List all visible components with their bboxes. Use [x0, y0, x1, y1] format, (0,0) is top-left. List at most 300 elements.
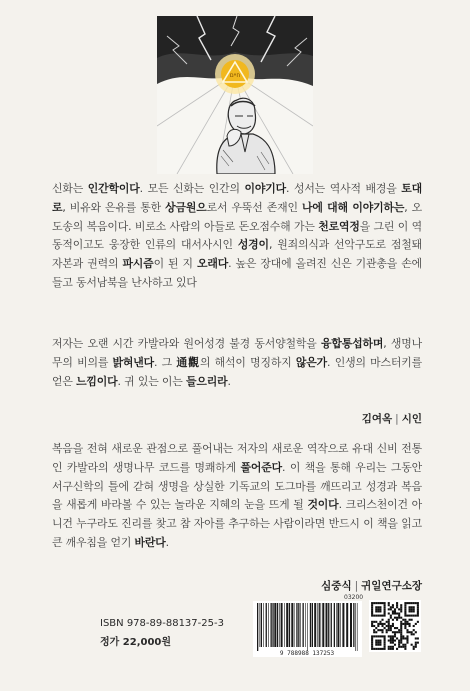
qr-cell — [377, 640, 379, 642]
qr-cell — [415, 642, 417, 644]
qr-cell — [400, 631, 402, 633]
qr-cell — [384, 604, 386, 606]
qr-cell — [415, 637, 417, 639]
emphasized-text: 들으리라 — [185, 374, 228, 388]
qr-cell — [398, 612, 400, 614]
qr-cell — [371, 625, 373, 627]
barcode-bar — [355, 603, 356, 651]
qr-cell — [390, 615, 392, 617]
barcode-bar — [307, 603, 308, 651]
qr-cell — [392, 625, 394, 627]
barcode-bar — [350, 603, 352, 647]
endorser-role: 시인 — [401, 413, 422, 425]
qr-cell — [384, 606, 386, 608]
emphasized-text: 나에 대해 이야기하는 — [301, 200, 405, 214]
qr-cell — [392, 648, 394, 650]
barcode-bar — [317, 603, 318, 647]
qr-cell — [396, 627, 398, 629]
qr-cell — [398, 640, 400, 642]
qr-cell — [373, 615, 375, 617]
qr-cell — [384, 610, 386, 612]
qr-cell — [379, 635, 381, 637]
barcode-bar — [263, 603, 264, 647]
qr-cell — [375, 621, 377, 623]
qr-code — [369, 600, 421, 652]
body-text: . 그 — [154, 355, 177, 369]
qr-cell — [394, 631, 396, 633]
qr-cell — [381, 615, 383, 617]
body-text: , 오도송의 복음이다. 비로소 사람의 아들로 돈오점수해 가는 — [52, 200, 422, 233]
qr-cell — [398, 629, 400, 631]
barcode-bar — [279, 603, 280, 647]
barcode-bar — [291, 603, 293, 647]
qr-cell — [371, 602, 373, 604]
emphasized-text: 通觀 — [176, 355, 200, 369]
barcode-bar — [284, 603, 285, 647]
qr-cell — [400, 625, 402, 627]
qr-cell — [373, 629, 375, 631]
qr-cell — [404, 619, 406, 621]
qr-cell — [394, 640, 396, 642]
qr-cell — [388, 619, 390, 621]
qr-cell — [404, 644, 406, 646]
qr-cell — [400, 635, 402, 637]
qr-cell — [392, 637, 394, 639]
emphasized-text: 이야기다 — [244, 182, 286, 195]
qr-cell — [390, 608, 392, 610]
qr-cell — [388, 604, 390, 606]
qr-cell — [384, 646, 386, 648]
qr-cell — [402, 644, 404, 646]
qr-cell — [390, 648, 392, 650]
qr-cell — [400, 604, 402, 606]
barcode-bar — [296, 603, 297, 647]
barcode-bar — [286, 603, 288, 647]
blurb-paragraph-2 — [52, 335, 422, 391]
separator: | — [395, 413, 399, 425]
emphasized-text: 것이다 — [307, 498, 339, 512]
barcode-bar — [353, 603, 354, 647]
endorser-role: 귀일연구소장 — [361, 580, 422, 592]
body-text: . 성서는 역사적 배경을 — [285, 182, 402, 195]
qr-cell — [411, 608, 413, 610]
qr-cell — [411, 610, 413, 612]
qr-cell — [388, 625, 390, 627]
qr-cell — [377, 606, 379, 608]
qr-cell — [373, 602, 375, 604]
emphasized-text: 성경이 — [237, 238, 269, 252]
body-text: . 높은 장대에 올려진 신은 기관총을 손에 들고 동서남북을 난사하고 있다 — [52, 257, 422, 289]
qr-cell — [384, 623, 386, 625]
qr-cell — [415, 602, 417, 604]
qr-cell — [392, 646, 394, 648]
qr-cell — [411, 615, 413, 617]
qr-cell — [371, 604, 373, 606]
qr-cell — [413, 610, 415, 612]
qr-cell — [396, 604, 398, 606]
qr-cell — [371, 648, 373, 650]
qr-cell — [390, 629, 392, 631]
qr-cell — [371, 644, 373, 646]
barcode-bar — [357, 603, 358, 651]
qr-cell — [404, 625, 406, 627]
qr-cell — [381, 635, 383, 637]
qr-cell — [377, 608, 379, 610]
emphasized-text: 상금원으 — [165, 200, 207, 214]
qr-cell — [381, 602, 383, 604]
qr-cell — [375, 615, 377, 617]
qr-cell — [413, 646, 415, 648]
qr-cell — [394, 610, 396, 612]
qr-cell — [415, 644, 417, 646]
barcode-bar — [266, 603, 267, 647]
qr-cell — [415, 615, 417, 617]
barcode-bar — [281, 603, 283, 647]
qr-cell — [400, 621, 402, 623]
qr-cell — [400, 633, 402, 635]
qr-cell — [384, 635, 386, 637]
qr-cell — [379, 642, 381, 644]
qr-cell — [417, 637, 419, 639]
emphasized-text: 풀어준다 — [240, 460, 283, 474]
qr-cell — [375, 644, 377, 646]
qr-cell — [392, 610, 394, 612]
qr-cell — [406, 623, 408, 625]
qr-cell — [377, 625, 379, 627]
body-text: , 원죄의식과 선악구도로 점철돼 자본과 권력의 — [52, 238, 422, 271]
qr-cell — [384, 612, 386, 614]
endorser-name: 김여옥 — [361, 413, 393, 425]
qr-cell — [379, 615, 381, 617]
qr-cell — [411, 602, 413, 604]
blurb-paragraph-3 — [52, 440, 422, 553]
qr-cell — [400, 646, 402, 648]
qr-cell — [375, 631, 377, 633]
qr-cell — [392, 642, 394, 644]
qr-cell — [377, 610, 379, 612]
qr-cell — [404, 615, 406, 617]
qr-cell — [404, 602, 406, 604]
qr-cell — [411, 631, 413, 633]
qr-cell — [402, 637, 404, 639]
qr-cell — [396, 617, 398, 619]
barcode-bar — [331, 603, 332, 647]
qr-cell — [404, 612, 406, 614]
qr-cell — [417, 615, 419, 617]
qr-cell — [379, 644, 381, 646]
qr-cell — [402, 623, 404, 625]
emphasized-text: 토대로 — [52, 182, 422, 214]
qr-cell — [377, 648, 379, 650]
qr-cell — [415, 646, 417, 648]
man-with-lightning-illustration — [157, 16, 313, 174]
qr-cell — [415, 631, 417, 633]
barcode-addon-number: 03200 — [344, 594, 364, 601]
qr-cell — [379, 610, 381, 612]
body-text: . 이 책을 통해 우리는 그동안 서구신학의 틀에 갇혀 생명을 상실한 기독교의 도그마를 깨뜨리고 성경과 복음을 새롭게 바라볼 수 있는 놀라운 지혜의 눈을 뜨게 될 — [52, 460, 422, 512]
qr-cell — [392, 619, 394, 621]
endorser-2-signature — [321, 578, 422, 593]
qr-cell — [409, 615, 411, 617]
qr-cell — [409, 631, 411, 633]
qr-cell — [392, 631, 394, 633]
qr-cell — [375, 602, 377, 604]
qr-cell — [411, 633, 413, 635]
barcode-bar — [319, 603, 320, 647]
barcode-bar — [260, 603, 261, 647]
qr-cell — [379, 640, 381, 642]
qr-cell — [384, 602, 386, 604]
qr-cell — [390, 617, 392, 619]
emphasized-text: 인간학이다 — [87, 182, 140, 195]
barcode-digits: 9 788988 137253 — [279, 650, 335, 657]
qr-cell — [404, 608, 406, 610]
barcode-bar — [272, 603, 273, 647]
qr-cell — [411, 644, 413, 646]
qr-cell — [398, 646, 400, 648]
barcode-bar — [314, 603, 316, 647]
qr-cell — [400, 610, 402, 612]
qr-cell — [384, 642, 386, 644]
qr-cell — [388, 646, 390, 648]
barcode-bar — [340, 603, 341, 647]
qr-cell — [388, 608, 390, 610]
qr-cell — [396, 637, 398, 639]
emphasized-text: 오래다 — [197, 257, 229, 271]
barcode-bar — [326, 603, 328, 647]
qr-cell — [371, 610, 373, 612]
qr-cell — [398, 631, 400, 633]
qr-cell — [411, 619, 413, 621]
qr-cell — [377, 635, 379, 637]
qr-cell — [388, 627, 390, 629]
qr-cell — [392, 612, 394, 614]
barcode-bar — [277, 603, 278, 647]
qr-cell — [384, 640, 386, 642]
qr-cell — [406, 631, 408, 633]
qr-cell — [373, 648, 375, 650]
qr-cell — [371, 621, 373, 623]
qr-cell — [409, 608, 411, 610]
qr-cell — [396, 648, 398, 650]
separator: | — [354, 580, 359, 592]
qr-cell — [386, 621, 388, 623]
barcode-bar — [289, 603, 290, 647]
barcode-bar — [342, 603, 344, 647]
qr-cell — [413, 602, 415, 604]
qr-cell — [373, 621, 375, 623]
qr-cell — [404, 621, 406, 623]
qr-cell — [409, 610, 411, 612]
qr-cell — [396, 602, 398, 604]
qr-cell — [390, 625, 392, 627]
qr-cell — [413, 606, 415, 608]
barcode-bar — [294, 603, 295, 647]
qr-cell — [406, 629, 408, 631]
qr-cell — [390, 642, 392, 644]
qr-cell — [417, 608, 419, 610]
qr-cell — [406, 615, 408, 617]
qr-cell — [415, 623, 417, 625]
qr-cell — [392, 623, 394, 625]
qr-cell — [375, 648, 377, 650]
barcode-bar — [321, 603, 322, 647]
barcode-bar — [274, 603, 276, 647]
qr-cell — [371, 608, 373, 610]
qr-cell — [388, 629, 390, 631]
qr-cell — [392, 604, 394, 606]
qr-cell — [400, 640, 402, 642]
qr-cell — [396, 619, 398, 621]
qr-cell — [371, 606, 373, 608]
qr-cell — [384, 637, 386, 639]
qr-cell — [388, 621, 390, 623]
qr-cell — [398, 617, 400, 619]
qr-cell — [404, 606, 406, 608]
qr-cell — [400, 606, 402, 608]
qr-cell — [377, 629, 379, 631]
qr-cell — [375, 627, 377, 629]
qr-cell — [379, 602, 381, 604]
qr-cell — [371, 640, 373, 642]
qr-cell — [371, 642, 373, 644]
body-text: 신화는 — [52, 182, 88, 195]
qr-cell — [398, 642, 400, 644]
qr-cell — [413, 629, 415, 631]
barcode-bar — [328, 603, 329, 647]
body-text: 의 해석이 명징하지 — [199, 355, 296, 369]
qr-cell — [371, 646, 373, 648]
qr-cell — [390, 640, 392, 642]
qr-cell — [404, 646, 406, 648]
qr-cell — [390, 637, 392, 639]
qr-cell — [381, 619, 383, 621]
qr-cell — [377, 623, 379, 625]
qr-cell — [373, 631, 375, 633]
qr-cell — [409, 619, 411, 621]
barcode-bar — [303, 603, 304, 647]
qr-cell — [413, 648, 415, 650]
qr-cell — [388, 602, 390, 604]
qr-cell — [381, 648, 383, 650]
qr-cell — [392, 606, 394, 608]
qr-cell — [417, 610, 419, 612]
body-text: . 모든 신화는 인간의 — [139, 182, 245, 195]
qr-cell — [379, 608, 381, 610]
qr-cell — [373, 635, 375, 637]
qr-cell — [379, 629, 381, 631]
qr-cell — [417, 604, 419, 606]
qr-cell — [409, 602, 411, 604]
qr-cell — [394, 627, 396, 629]
endorser-1-signature — [362, 411, 422, 426]
qr-cell — [402, 646, 404, 648]
barcode-bar — [298, 603, 299, 647]
qr-cell — [377, 644, 379, 646]
qr-cell — [375, 635, 377, 637]
qr-cell — [384, 648, 386, 650]
emblem-text: חיים — [229, 72, 241, 79]
qr-cell — [417, 621, 419, 623]
body-text: 이 된 지 — [153, 257, 197, 271]
qr-cell — [400, 637, 402, 639]
cover-illustration — [157, 16, 313, 174]
qr-cell — [384, 627, 386, 629]
endorser-name: 심중식 — [321, 580, 352, 592]
barcode — [253, 601, 362, 657]
barcode-bar — [310, 603, 311, 647]
body-text: 저자는 오랜 시간 카발라와 원어성경 불경 동서양철학을 — [52, 337, 321, 350]
qr-cell — [400, 617, 402, 619]
qr-cell — [404, 604, 406, 606]
qr-cell — [394, 612, 396, 614]
barcode-bar — [337, 603, 339, 647]
qr-cell — [375, 610, 377, 612]
qr-cell — [381, 631, 383, 633]
qr-cell — [404, 637, 406, 639]
qr-cell — [371, 635, 373, 637]
qr-cell — [406, 635, 408, 637]
qr-cell — [404, 610, 406, 612]
barcode-bar — [336, 603, 337, 647]
qr-cell — [386, 625, 388, 627]
body-text: 복음을 전혀 새로운 관점으로 풀어내는 저자의 새로운 역작으로 유대 신비 전통인 카발라의 생명나무 코드를 명쾌하게 — [52, 442, 422, 474]
qr-cell — [404, 627, 406, 629]
qr-cell — [404, 648, 406, 650]
qr-cell — [379, 648, 381, 650]
qr-cell — [371, 615, 373, 617]
qr-cell — [400, 627, 402, 629]
emphasized-text: 파시즘 — [122, 257, 154, 271]
qr-cell — [379, 606, 381, 608]
qr-cell — [400, 608, 402, 610]
emphasized-text: 않은가 — [295, 355, 328, 369]
qr-cell — [396, 631, 398, 633]
qr-cell — [400, 642, 402, 644]
barcode-bar — [261, 603, 262, 647]
qr-cell — [413, 633, 415, 635]
qr-cell — [392, 635, 394, 637]
price-label: 정가 22,000원 — [100, 637, 172, 648]
qr-cell — [379, 623, 381, 625]
qr-cell — [375, 608, 377, 610]
qr-cell — [394, 617, 396, 619]
barcode-bar — [268, 603, 269, 647]
qr-cell — [402, 619, 404, 621]
qr-cell — [396, 606, 398, 608]
qr-cell — [417, 602, 419, 604]
qr-cell — [394, 635, 396, 637]
qr-cell — [371, 637, 373, 639]
qr-cell — [406, 640, 408, 642]
qr-cell — [388, 612, 390, 614]
qr-cell — [373, 625, 375, 627]
body-text: , 생명나무의 비의를 — [52, 337, 422, 369]
qr-cell — [402, 635, 404, 637]
qr-cell — [406, 637, 408, 639]
barcode-bar — [300, 603, 301, 647]
emphasized-text: 융합통섭하며 — [320, 337, 384, 350]
qr-cell — [386, 629, 388, 631]
emphasized-text: 느낌이다 — [76, 374, 118, 388]
qr-cell — [386, 631, 388, 633]
body-text: . 인생의 마스터키를 얻은 — [52, 355, 422, 388]
body-text: 로서 우뚝선 존재인 — [206, 200, 302, 214]
blurb-paragraph-1 — [52, 180, 422, 293]
qr-cell — [379, 621, 381, 623]
qr-cell — [384, 608, 386, 610]
body-text: 을 그린 이 역동적이고도 웅장한 인류의 대서사시인 — [52, 219, 423, 252]
